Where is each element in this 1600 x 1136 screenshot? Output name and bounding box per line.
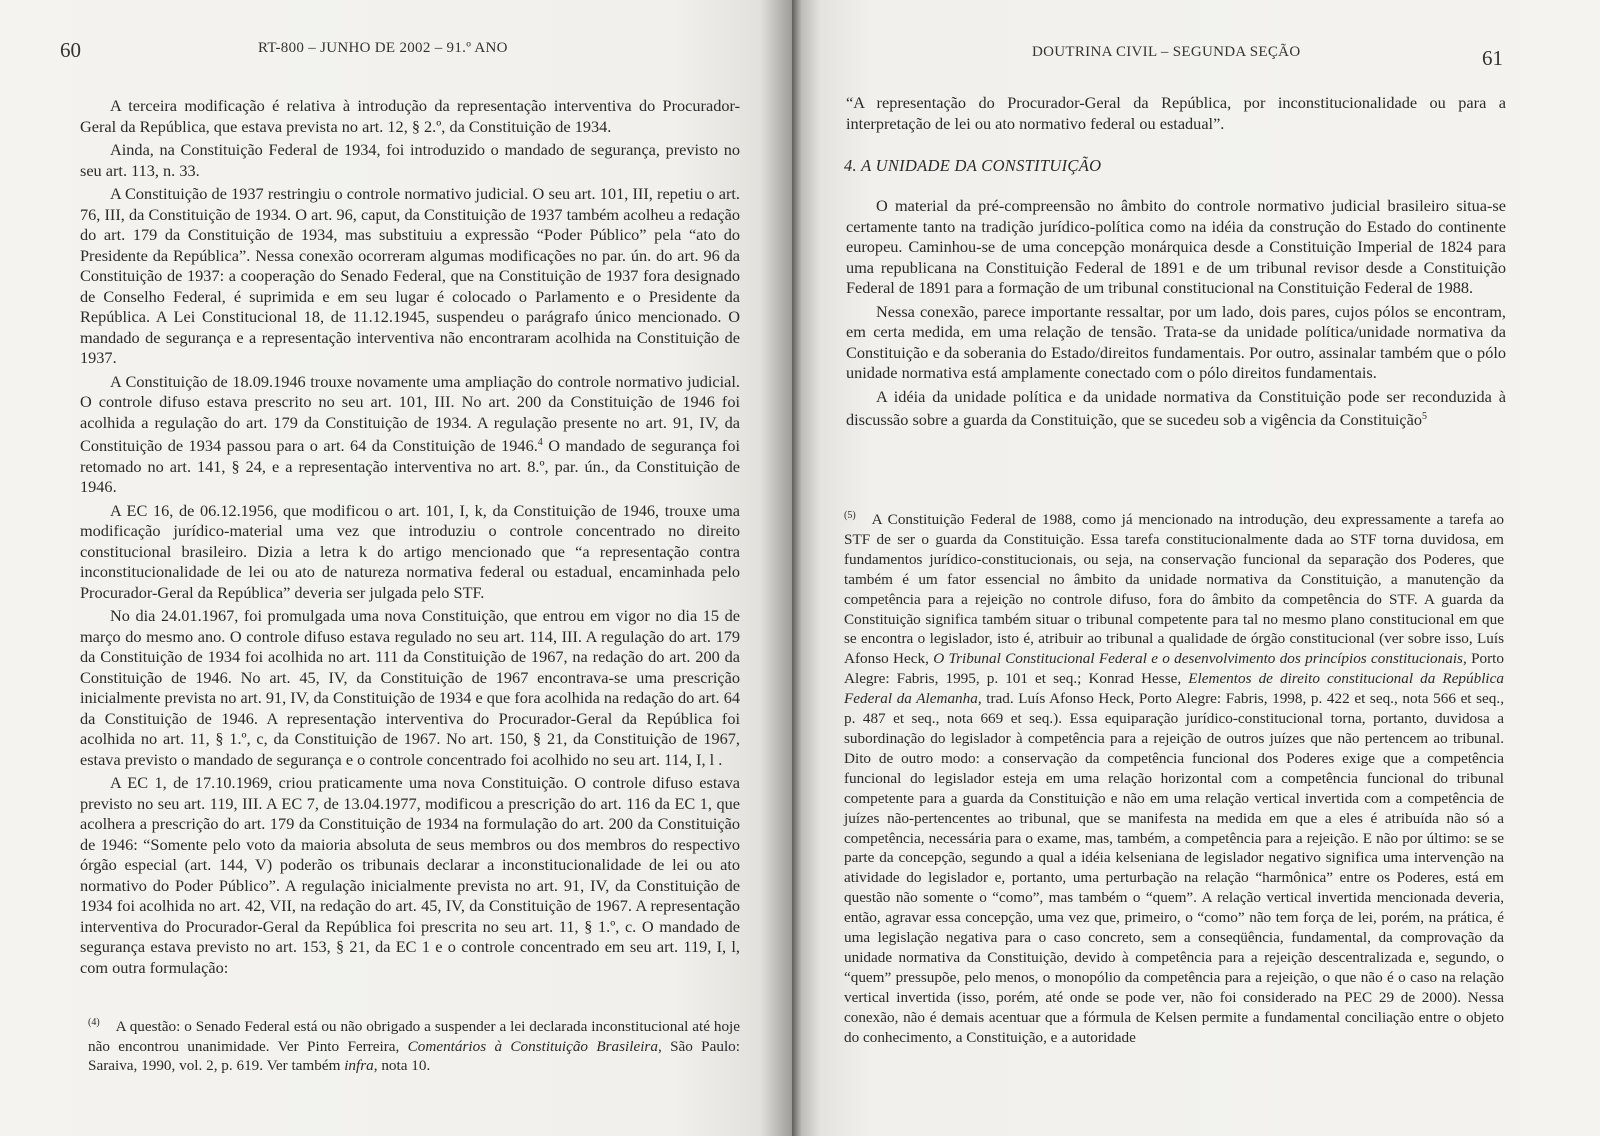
section-title: 4. A UNIDADE DA CONSTITUIÇÃO [844,156,1102,175]
footnote-text: $^{(4)}$ A questão: o Senado Federal está ou não obrigado a suspender a lei declarada inconstitucional até hoje não encontrou unanimidade. Ver Pinto Ferreira, Comentários à Constituição Brasileira, São Paulo: Saraiva, 1990, vol. 2, p. 619. Ver também infra, nota 10. [88,1017,740,1075]
book-title: O Tribunal Constitucional Federal e o desenvolvimento dos princípios constitucionais [933,650,1463,668]
paragraph: A EC 1, de 17.10.1969, criou praticamente uma nova Constituição. O controle difuso estava previsto no seu art. 119, III. A EC 7, de 13.04.1977, modificou a prescrição do art. 116 da EC 1, que acolhera a prescrição do art. 179 da Constituição de 1934 na formulação do art. 200 da Constituição de 1946: “Somente pelo voto da maioria absoluta de seus membros ou dos membros do respectivo órgão especial (art. 144, V) poderão os tribunais declarar a inconstitucionalidade de lei ou ato normativo do Poder Público”. A regulação inicialmente prevista no art. 91, IV, da Constituição de 1934 foi acolhida no art. 42, VII, na redação do art. 45, IV, da Constituição de 1967. A representação interventiva do Procurador-Geral da República foi prescrita no seu art. 11, § 1.º, c. O mandado de segurança estava previsto no art. 153, § 21, da EC 1 e o controle concentrado em seu art. 119, I, l, com outra formulação: [80,773,740,977]
footnote-mark: (5) [844,510,856,521]
paragraph: A terceira modificação é relativa à introdução da representação interventiva do Procurador-Geral da República, que estava prevista no art. 12, § 2.º, da Constituição de 1934. [80,96,740,136]
footnote-text: $^{(5)}$ A Constituição Federal de 1988, como já mencionado na introdução, deu expressamente a tarefa ao STF de ser o guarda da Constituição. Essa tarefa constitucionalmente dada ao STF torna duvidosa, em fundamentos jurídico-constitucionais, ou seja, na conservação funcional da separação dos Poderes, que também é um fator essencial no âmbito da unidade normativa da Constituição, a manutenção da competência para a rejeição no controle difuso, fora do âmbito da competência do STF. A guarda da Constituição significa também situar o tribunal competente para tal no mesmo plano constitucional em que se encontra o legislador, isto é, atribuir ao tribunal a qualidade de órgão constitucional (ver sobre isso, Luís Afonso Heck, O Tribunal Constitucional Federal e o desenvolvimento dos princípios constitucionais, Porto Alegre: Fabris, 1995, p. 101 et seq.; Konrad Hesse, Elementos de direito constitucional da República Federal da Alemanha, trad. Luís Afonso Heck, Porto Alegre: Fabris, 1998, p. 422 et seq., nota 566 et seq., p. 487 et seq., nota 669 et seq.). Essa equiparação jurídico-constitucional torna, portanto, duvidosa a subordinação do legislador à competência para a rejeição de outros juízes que não pertencem ao tribunal. Dito de outro modo: a conservação da competência funcional dos Poderes exige que a competência funcional do legislador esteja em uma relação horizontal com a competência funcional do tribunal competente para a guarda da Constituição e não em uma relação vertical invertida com a competência de juízes não-pertencentes ao tribunal, que se manifesta na medida em que a eles é atribuída não só a competência, necessária para o exame, mas, também, a competência para a rejeição. E não por último: se se parte da concepção, segundo a qual a idéia kelseniana de legislador negativo significa uma intervenção na atividade do legislador e, portanto, uma perturbação na relação “harmônica” entre os Poderes, está em questão não somente o “como”, mas também o “quem”. A relação vertical invertida mencionada deveria, então, agravar essa concepção, uma vez que, primeiro, o “como” não tem força de lei, porém, na prática, é uma legislação negativa para o caso concreto, sem a conseqüência, fundamental, da comprovação da unidade normativa da Constituição, devido à competência para a rejeição descentralizada e, segundo, o “quem” pressupõe, pelo menos, o monopólio da competência para a rejeição, o que não é o caso na relação vertical invertida (isso, porém, até onde se pode ver, não foi considerado na PEC 29 de 2000). Nessa conexão, não é demais acentuar que a fórmula de Kelsen permite a fundamental conciliação entre o objeto do conhecimento, a Constituição, e a autoridade [844,510,1504,1046]
paragraph: No dia 24.01.1967, foi promulgada uma nova Constituição, que entrou em vigor no dia 15 de março do mesmo ano. O controle difuso estava regulado no seu art. 114, III. A regulação do art. 179 da Constituição de 1934 foi acolhida no art. 111 da Constituição de 1967, na redação do art. 200 da Constituição de 1946. No art. 45, IV, da Constituição de 1967 encontrava-se uma prescrição inicialmente prevista no art. 91, IV, da Constituição de 1934 e que fora acolhida na redação do art. 64 da Constituição de 1946. A representação interventiva do Procurador-Geral da República foi acolhida no art. 11, § 1.º, c, da Constituição de 1967. No art. 150, § 21, da Constituição de 1967, estava previsto o mandado de segurança e o controle concentrado foi acolhido no seu art. 114, I, l . [80,606,740,769]
paragraph: O material da pré-compreensão no âmbito do controle normativo judicial brasileiro situa-se certamente tanto na tradição jurídico-política como na idéia da construção do Estado do continente europeu. Caminhou-se de uma concepção monárquica desde a Constituição Imperial de 1824 para uma republicana na Constituição Federal de 1891 e de um tribunal revisor desde a Constituição Federal de 1891 para a formação de um tribunal constitucional na Constituição Federal de 1988. [846,196,1506,297]
footnote-ref: 5 [1422,411,1428,422]
paragraph-text: A idéia da unidade política e da unidade normativa da Constituição pode ser reconduzida à discussão sobre a guarda da Constituição, que se sucedeu sob a vigência da Constituição [846,386,1506,429]
running-header-left: RT-800 – JUNHO DE 2002 – 91.º ANO [258,40,508,56]
page-number-left: 60 [60,38,81,62]
left-body-text [80,96,740,981]
footnote-mark: (4) [88,1017,100,1028]
running-header-right: DOUTRINA CIVIL – SEGUNDA SEÇÃO [1032,44,1301,60]
right-top-text [846,93,1506,137]
paragraph: A Constituição de 1937 restringiu o controle normativo judicial. O seu art. 101, III, repetiu o art. 76, III, da Constituição de 1934. O art. 96, caput, da Constituição de 1937 também acolheu a redação do art. 179 da Constituição de 1934, mas substituiu a expressão “Poder Público” pela “ato do Presidente da República”. Nessa conexão ocorreram algumas modificações no par. ún. do art. 96 da Constituição de 1937: a cooperação do Senado Federal, que na Constituição de 1937 fora designado de Conselho Federal, é suprimida e em seu lugar é colocado o Parlamento e o Presidente da República. A Lei Constitucional 18, de 11.12.1945, suspendeu o parágrafo único mencionado. O mandado de segurança e a representação interventiva não encontraram acolhida na Constituição de 1937. [80,184,740,367]
paragraph [846,387,1506,431]
right-page [792,0,1600,1136]
paragraph-text: O mandado de segurança foi retomado no art. 141, § 24, e a representação interventiva no art. 8.º, par. ún., da Constituição de 1946. [80,436,740,496]
paragraph: Ainda, na Constituição Federal de 1934, foi introduzido o mandado de segurança, previsto no seu art. 113, n. 33. [80,140,740,180]
book-title: Elementos de direito constitucional da República Federal da Alemanha [844,670,1504,708]
left-page [0,0,792,1136]
footnote-ref: 4 [537,437,543,448]
paragraph: Nessa conexão, parece importante ressaltar, por um lado, dois pares, cujos pólos se encontram, em certa medida, em uma relação de tensão. Trata-se da unidade política/unidade normativa da Constituição e da soberania do Estado/direitos fundamentais. Por outro, assinalar também que o pólo unidade normativa está amplamente conectado com o pólo direitos fundamentais. [846,301,1506,382]
paragraph [80,372,740,498]
page-number-right: 61 [1482,46,1503,70]
paragraph: A EC 16, de 06.12.1956, que modificou o art. 101, I, k, da Constituição de 1946, trouxe uma modificação jurídico-material uma vez que introduziu o controle concentrado no direito constitucional brasileiro. Dizia a letra k do artigo mencionado que “a representação contra inconstitucionalidade de lei ou ato de natureza normativa federal ou estadual, encaminhada pelo Procurador-Geral da República” deveria ser julgada pelo STF. [80,500,740,602]
footnote-right [844,506,1504,1047]
footnote-left [88,1013,740,1076]
book-title: Comentários à Constituição Brasileira [407,1037,658,1055]
opening-quote: “A representação do Procurador-Geral da República, por inconstitucionalidade ou para a interpretação de lei ou ato normativo federal ou estadual”. [846,93,1506,133]
right-body-text [846,196,1506,434]
paragraph-text: A Constituição de 18.09.1946 trouxe novamente uma ampliação do controle normativo judicial. O controle difuso estava prescrito no seu art. 101, III. No art. 200 da Constituição de 1946 foi acolhida a regulação do art. 179 da Constituição de 1934. A regulação presente no art. 91, IV, da Constituição de 1934 passou para o art. 64 da Constituição de 1946. [80,371,740,455]
